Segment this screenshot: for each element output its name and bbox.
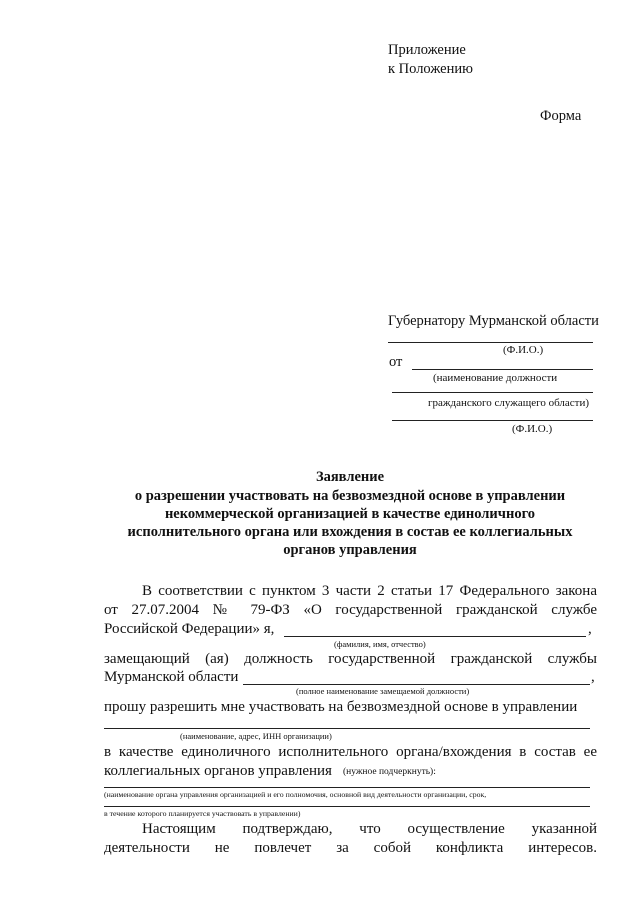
management-term-hint: в течение которого планируется участвовать в управлении) [104, 809, 301, 818]
management-term-line [104, 806, 590, 807]
organization-hint: (наименование, адрес, ИНН организации) [180, 731, 332, 741]
document-subtitle-line3: исполнительного органа или вхождения в состав ее коллегиальных [127, 524, 573, 540]
paragraph-2-line-1: замещающий (ая) должность государственной гражданской службы [104, 651, 597, 667]
position-comma: , [591, 669, 595, 685]
form-label: Форма [540, 108, 582, 124]
paragraph-4-line-2: коллегиальных органов управления [104, 763, 332, 779]
document-subtitle-line4: органов управления [283, 542, 417, 558]
position-hint: (наименование должности [433, 372, 558, 384]
paragraph-4-hint: (нужное подчеркнуть): [343, 767, 436, 777]
paragraph-3-line-1: прошу разрешить мне участвовать на безвозмездной основе в управлении [104, 699, 578, 715]
position-fill-line [243, 684, 590, 685]
applicant-fio-hint: (Ф.И.О.) [512, 423, 553, 435]
document-subtitle-line2: некоммерческой организацией в качестве единоличного [164, 506, 536, 522]
management-body-line [104, 787, 590, 788]
position-hint-continued: гражданского служащего области) [428, 397, 589, 409]
addressee-fio-line [388, 342, 593, 343]
addressee-title: Губернатору Мурманской области [388, 313, 599, 329]
fio-comma: , [588, 621, 592, 637]
from-line [412, 369, 593, 370]
paragraph-2-line-2: Мурманской области [104, 669, 239, 685]
appendix-reference: к Положению [388, 61, 473, 77]
paragraph-1-line-1: В соответствии с пунктом 3 части 2 статьи 17 Федерального закона [142, 583, 597, 599]
paragraph-5-line-2: деятельности не повлечет за собой конфликта интересов. [104, 840, 597, 856]
position-line [392, 392, 593, 393]
applicant-fio-line [392, 420, 593, 421]
organization-fill-line [104, 728, 590, 729]
position-fill-hint: (полное наименование замещаемой должности) [296, 686, 470, 696]
paragraph-5-line-1: Настоящим подтверждаю, что осуществление указанной [142, 821, 597, 837]
from-label: от [389, 354, 403, 370]
fio-fill-line [284, 636, 586, 637]
fio-hint: (фамилия, имя, отчество) [334, 639, 426, 649]
management-body-hint: (наименование органа управления организацией и его полномочия, основной вид деятельности организации, срок, [104, 790, 487, 799]
paragraph-1-line-2: от 27.07.2004 № 79-ФЗ «О государственной гражданской службе [104, 602, 597, 618]
addressee-fio-hint: (Ф.И.О.) [503, 344, 544, 356]
document-subtitle-line1: о разрешении участвовать на безвозмездной основе в управлении [134, 488, 566, 504]
paragraph-4-line-1: в качестве единоличного исполнительного органа/вхождения в состав ее [104, 744, 597, 760]
document-title: Заявление [315, 469, 385, 485]
paragraph-1-line-3: Российской Федерации» я, [104, 621, 275, 637]
appendix-label: Приложение [388, 42, 466, 58]
